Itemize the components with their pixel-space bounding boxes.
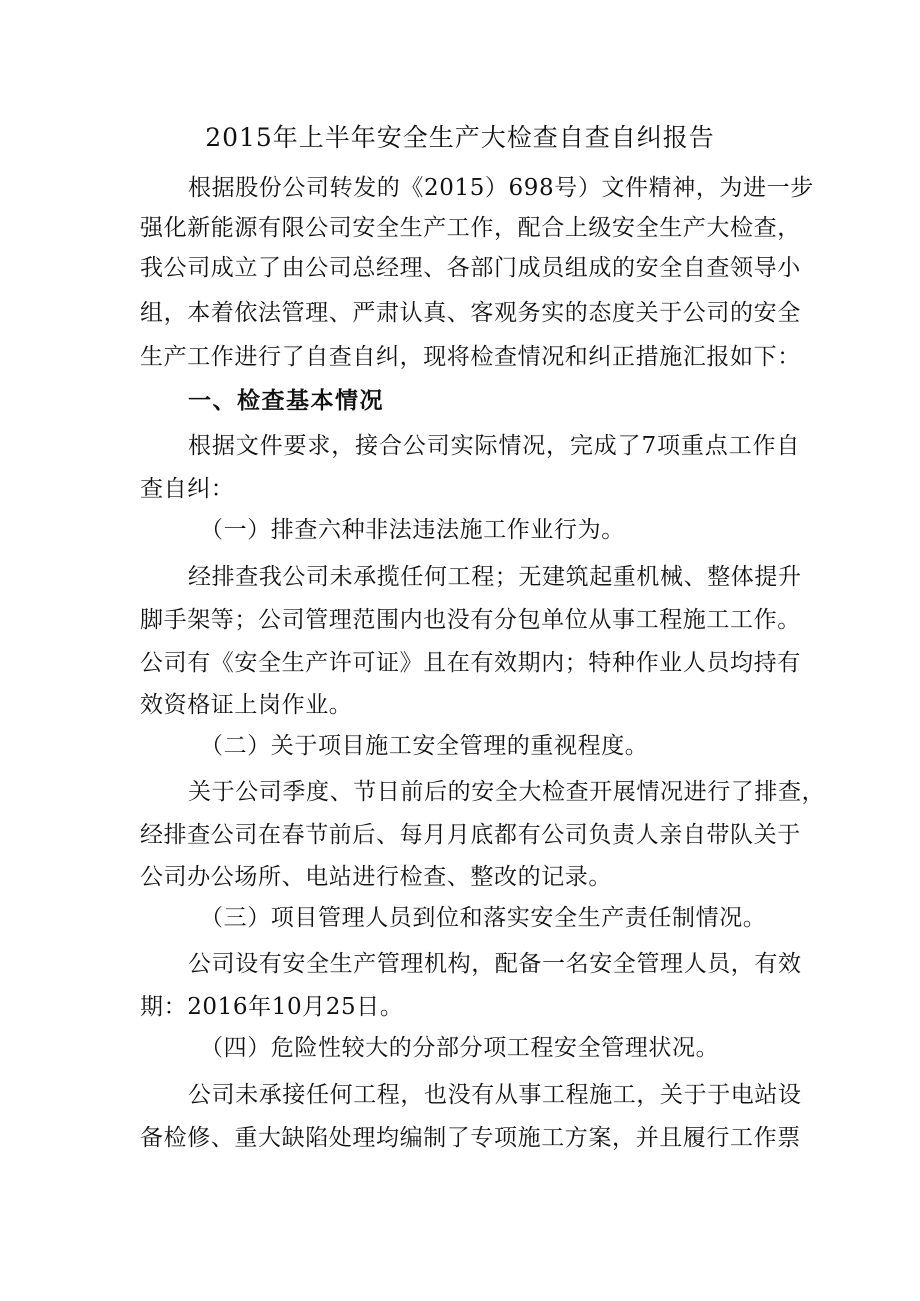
paragraph-line: 公司未承接任何工程，也没有从事工程施工，关于于电站设 <box>188 1082 802 1108</box>
paragraph-line: 组，本着依法管理、严肃认真、客观务实的态度关于公司的安全 <box>140 300 801 326</box>
paragraph-line: 经排查我公司未承揽任何工程；无建筑起重机械、整体提升 <box>188 564 802 590</box>
subsection-heading: （三）项目管理人员到位和落实安全生产责任制情况。 <box>200 905 767 931</box>
paragraph-line: 效资格证上岗作业。 <box>140 692 353 718</box>
paragraph-line: 生产工作进行了自查自纠，现将检查情况和纠正措施汇报如下： <box>140 344 801 370</box>
subsection-heading: （一）排查六种非法违法施工作业行为。 <box>200 517 625 543</box>
paragraph-line: 根据股份公司转发的《2015）698号）文件精神，为进一步 <box>188 175 814 201</box>
paragraph-line: 强化新能源有限公司安全生产工作，配合上级安全生产大检查， <box>140 215 801 241</box>
paragraph-line: 经排查公司在春节前后、每月月底都有公司负责人亲自带队关于 <box>140 822 801 848</box>
subsection-heading: （二）关于项目施工安全管理的重视程度。 <box>200 733 649 759</box>
paragraph-line: 公司办公场所、电站进行检查、整改的记录。 <box>140 864 612 890</box>
paragraph-line: 期：2016年10月25日。 <box>140 994 404 1020</box>
document-title: 2015年上半年安全生产大检查自查自纠报告 <box>205 123 715 152</box>
paragraph-line: 查自纠： <box>140 476 235 502</box>
section-heading: 一、检查基本情况 <box>188 387 384 414</box>
paragraph-line: 我公司成立了由公司总经理、各部门成员组成的安全自查领导小 <box>140 255 801 281</box>
paragraph-line: 关于公司季度、节日前后的安全大检查开展情况进行了排查， <box>188 779 826 805</box>
paragraph-line: 备检修、重大缺陷处理均编制了专项施工方案，并且履行工作票 <box>140 1125 801 1151</box>
subsection-heading: （四）危险性较大的分部分项工程安全管理状况。 <box>200 1035 720 1061</box>
paragraph-line: 公司有《安全生产许可证》且在有效期内；特种作业人员均持有 <box>140 650 801 676</box>
paragraph-line: 公司设有安全生产管理机构，配备一名安全管理人员，有效 <box>188 951 802 977</box>
paragraph-line: 根据文件要求，接合公司实际情况，完成了7项重点工作自 <box>188 433 800 459</box>
paragraph-line: 脚手架等；公司管理范围内也没有分包单位从事工程施工工作。 <box>140 607 801 633</box>
